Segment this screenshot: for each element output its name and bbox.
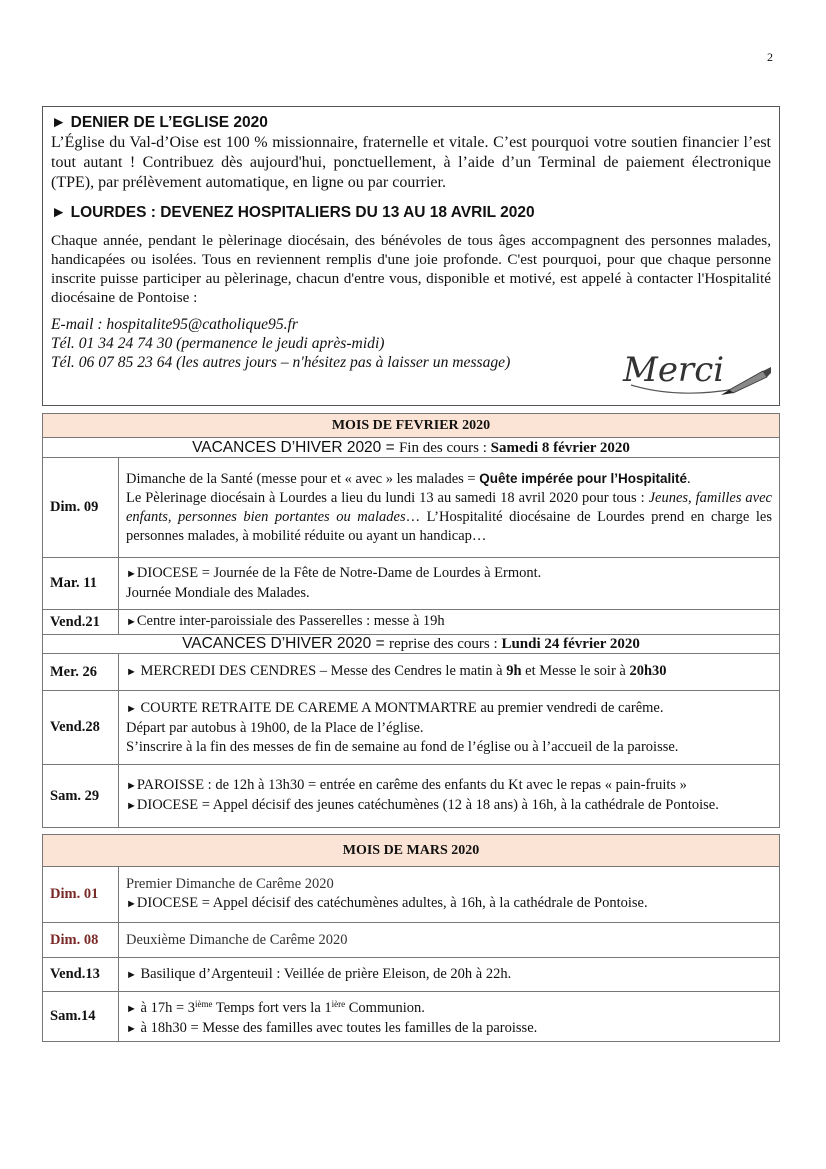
day-cell: Vend.13 [43,958,119,992]
day-cell: Sam.14 [43,992,119,1042]
table-row [43,458,780,558]
lourdes-heading: ► LOURDES : DEVENEZ HOSPITALIERS DU 13 AU 18 AVRIL 2020 [51,204,535,221]
contact-email[interactable]: E-mail : hospitalite95@catholique95.fr [51,316,298,333]
event-cell: ► Basilique d’Argenteuil : Veillée de prière Eleison, de 20h à 22h. [119,958,780,992]
day-cell: Mer. 26 [43,654,119,691]
triangle-right-icon: ► [126,568,137,580]
day-cell: Dim. 01 [43,867,119,923]
vacances-row-1: VACANCES D’HIVER 2020 = Fin des cours : Samedi 8 février 2020 [43,438,780,458]
day-cell: Dim. 09 [43,458,119,558]
info-box [42,106,780,406]
day-cell: Vend.21 [43,610,119,635]
table-row [43,958,780,992]
triangle-right-icon: ► [126,1022,137,1035]
triangle-right-icon: ► [126,898,137,910]
event-cell: ► à 17h = 3ième Temps fort vers la $1^{ière}$ Communion. ► à 18h30 = Messe des familles avec toutes les familles de la paroisse. [119,992,780,1042]
denier-heading: ► DENIER DE L’EGLISE 2020 [51,114,268,131]
table-row [43,610,780,635]
lourdes-text: Chaque année, pendant le pèlerinage diocésain, des bénévoles de tous âges accompagnent des personnes malades, handicapées ou isolées. Tous en reviennent remplis d'une joie profonde. C'est pourquoi, pour que chaque personne inscrite puisse participer au pèlerinage, chacun d'entre vous, disponible et motivé, est appelé à contacter l'Hospitalité diocésaine de Pontoise : [51,232,771,306]
triangle-right-icon: ► [126,800,137,812]
merci-pen-logo [617,343,771,401]
event-cell: Dimanche de la Santé (messe pour et « avec » les malades = Quête impérée pour l’Hospitalité. Le Pèlerinage diocésain à Lourdes a lieu du lundi 13 au samedi 18 avril 2020 pour tous : Jeunes, familles avec enfants, personnes bien portantes ou malades… L’Hospitalité diocésaine de Lourdes prend en charge les personnes malades, à mobilité réduite ou ayant un handicap… [119,458,780,558]
day-cell: Dim. 08 [43,923,119,958]
triangle-right-icon: ► [126,616,137,628]
merci-logo-text: Merci [623,350,725,390]
contact-tel-1: Tél. 01 34 24 74 30 (permanence le jeudi après-midi) [51,335,385,352]
triangle-right-icon: ► [126,968,137,981]
triangle-right-icon: ► [126,666,137,678]
day-cell: Sam. 29 [43,765,119,828]
march-table [42,834,780,1042]
fountain-pen-icon [721,367,771,395]
table-row [43,691,780,765]
february-title: MOIS DE FEVRIER 2020 [43,414,780,438]
event-cell: ►DIOCESE = Journée de la Fête de Notre-Dame de Lourdes à Ermont. Journée Mondiale des Malades. [119,558,780,610]
event-cell: Deuxième Dimanche de Carême 2020 [119,923,780,958]
table-row [43,992,780,1042]
triangle-right-icon: ► [126,1002,137,1015]
february-table [42,413,780,828]
day-cell: Mar. 11 [43,558,119,610]
vacances-row-2: VACANCES D’HIVER 2020 = reprise des cours : Lundi 24 février 2020 [43,635,780,654]
contact-tel-2: Tél. 06 07 85 23 64 (les autres jours – n'hésitez pas à laisser un message) [51,354,511,371]
event-cell: ►PAROISSE : de 12h à 13h30 = entrée en carême des enfants du Kt avec le repas « pain-fruits » ►DIOCESE = Appel décisif des jeunes catéchumènes (12 à 18 ans) à 16h, à la cathédrale de Pontoise. [119,765,780,828]
triangle-right-icon: ► [126,702,137,715]
denier-text: L’Église du Val-d’Oise est 100 % missionnaire, fraternelle et vitale. C’est pourquoi votre soutien financier l’est tout autant ! Contribuez dès aujourd'hui, ponctuellement, à l’aide d’un Terminal de paiement électronique (TPE), par prélèvement automatique, en ligne ou par courrier. [51,134,771,191]
day-cell: Vend.28 [43,691,119,765]
table-row [43,558,780,610]
march-title: MOIS DE MARS 2020 [43,835,780,867]
table-row [43,654,780,691]
table-row [43,923,780,958]
page-number: 2 [767,50,773,64]
table-row [43,867,780,923]
table-row [43,765,780,828]
event-cell: ► COURTE RETRAITE DE CAREME A MONTMARTRE au premier vendredi de carême. Départ par autobus à 19h00, de la Place de l’église. S’inscrire à la fin des messes de fin de semaine au fond de l’église ou à l’accueil de la paroisse. [119,691,780,765]
event-cell: Premier Dimanche de Carême 2020 ►DIOCESE = Appel décisif des catéchumènes adultes, à 16h, à la cathédrale de Pontoise. [119,867,780,923]
triangle-right-icon: ► [126,780,137,792]
event-cell: ►Centre inter-paroissiale des Passerelles : messe à 19h [119,610,780,635]
event-cell: ► MERCREDI DES CENDRES – Messe des Cendres le matin à 9h et Messe le soir à 20h30 [119,654,780,691]
